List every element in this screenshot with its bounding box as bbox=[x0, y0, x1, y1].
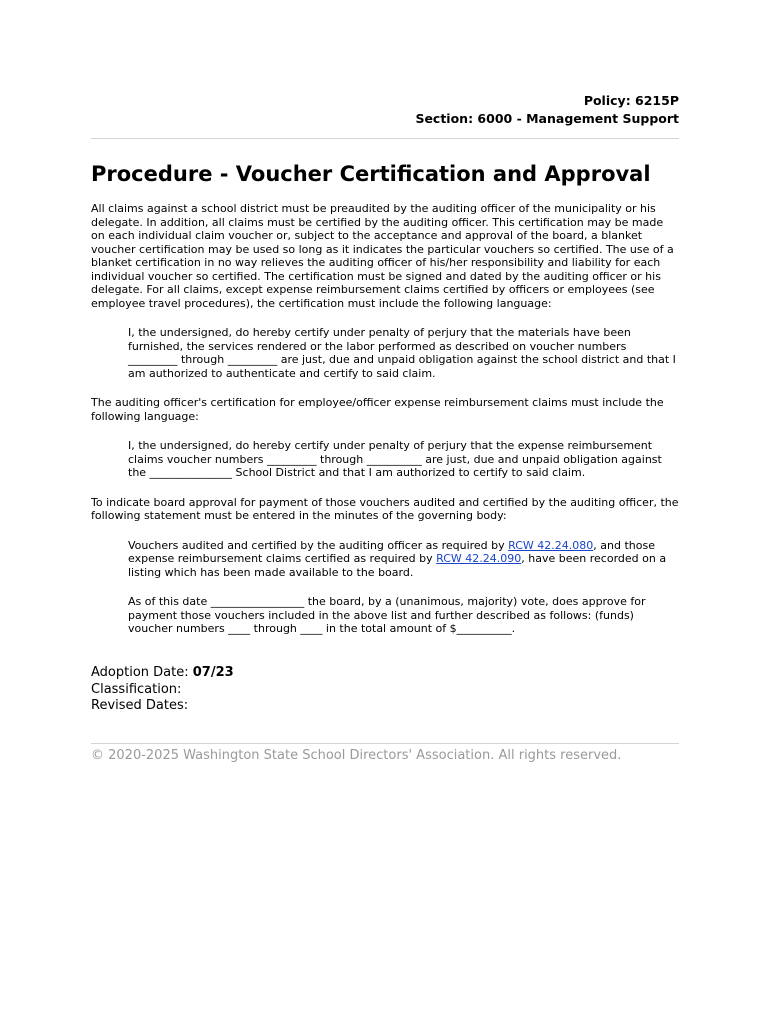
adoption-date-label: Adoption Date: bbox=[91, 665, 193, 680]
revised-dates: Revised Dates: bbox=[91, 698, 189, 713]
approval-statement: As of this date _________________ the board, by a (unanimous, majority) vote, does approve for payment those vouchers included in the above list and further described as follows: (funds) voucher numbers ____ through ____ in the total amount of $__________. bbox=[128, 595, 646, 635]
page-title: Procedure - Voucher Certification and Approval bbox=[91, 162, 651, 186]
certification-language-general: I, the undersigned, do hereby certify under penalty of perjury that the materials have been furnished, the services rendered or the labor performed as described on voucher numbers _________ through _________ are just, due and unpaid obligation against the school district and that I am authorized to authenticate and certify to said claim. bbox=[128, 326, 676, 380]
minutes-statement-text-1: Vouchers audited and certified by the auditing officer as required by bbox=[128, 538, 509, 552]
classification: Classification: bbox=[91, 681, 182, 697]
minutes-statement bbox=[128, 539, 679, 580]
minutes-statement-text-3: , have been recorded on a listing which has been made available to the board. bbox=[128, 552, 667, 579]
top-divider bbox=[91, 138, 679, 139]
expense-paragraph: The auditing officer's certification for employee/officer expense reimbursement claims must include the following language: bbox=[91, 396, 664, 423]
adoption-date-value: 07/23 bbox=[192, 665, 234, 680]
certification-language-expense: I, the undersigned, do hereby certify under penalty of perjury that the expense reimbursement claims voucher numbers _________ through __________ are just, due and unpaid obligation against the _______________ School District and that I am authorized to certify to said claim. bbox=[128, 439, 662, 479]
rcw-42-24-080-link[interactable]: RCW 42.24.080 bbox=[508, 538, 594, 552]
policy-number: Policy: 6215P bbox=[583, 93, 679, 108]
copyright-footer: © 2020-2025 Washington State School Directors' Association. All rights reserved. bbox=[91, 748, 622, 763]
board-approval-paragraph: To indicate board approval for payment of those vouchers audited and certified by the auditing officer, the following statement must be entered in the minutes of the governing body: bbox=[91, 495, 679, 522]
minutes-statement-text-2: , and those expense reimbursement claims certified as required by bbox=[128, 538, 655, 565]
rcw-42-24-090-link[interactable]: RCW 42.24.090 bbox=[436, 552, 522, 565]
adoption-date bbox=[91, 665, 591, 682]
bottom-divider bbox=[91, 743, 679, 744]
procedure-body bbox=[91, 202, 679, 652]
policy-header bbox=[79, 92, 679, 128]
policy-metadata bbox=[91, 665, 591, 715]
policy-section: Section: 6000 - Management Support bbox=[415, 111, 679, 126]
intro-paragraph: All claims against a school district must be preaudited by the auditing officer of the municipality or his delegate. In addition, all claims must be certified by the auditing officer. This certification may be made on each individual claim voucher or, subject to the acceptance and approval of the board, a blanket voucher certification may be used so long as it indicates the particular vouchers so certified. The use of a blanket certification in no way relieves the auditing officer of his/her responsibility and liability for each individual voucher so certified. The certification must be signed and dated by the auditing officer or his delegate. For all claims, except expense reimbursement claims certified by officers or employees (see employee travel procedures), the certification must include the following language: bbox=[91, 202, 674, 310]
